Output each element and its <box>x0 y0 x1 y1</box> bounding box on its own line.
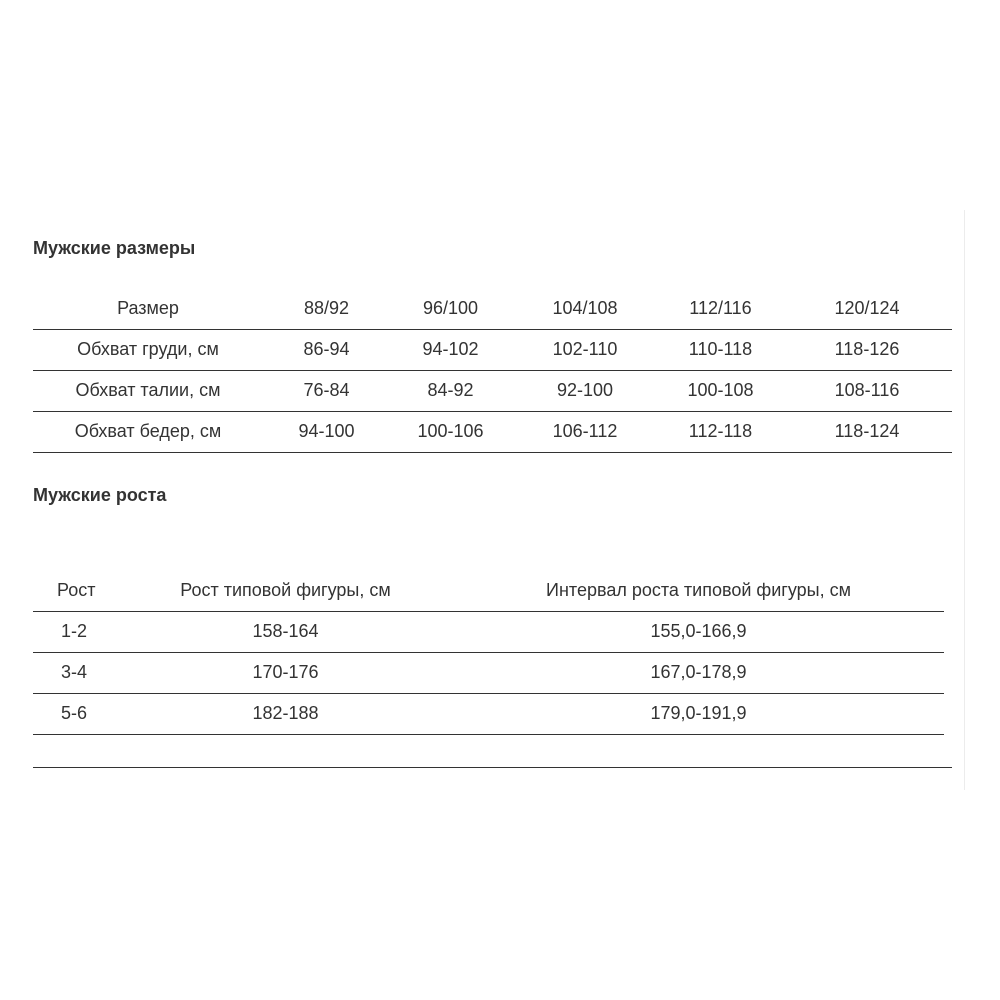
sizes-header-row <box>33 288 952 329</box>
table-cell: 179,0-191,9 <box>453 693 944 734</box>
sizes-header-cell: 104/108 <box>511 288 659 329</box>
heights-header-cell: Интервал роста типовой фигуры, см <box>453 570 944 611</box>
sizes-header-cell: 120/124 <box>782 288 952 329</box>
table-cell: 3-4 <box>33 652 118 693</box>
table-cell: 84-92 <box>390 370 511 411</box>
table-cell: 182-188 <box>118 693 453 734</box>
sizes-section-title: Мужские размеры <box>33 238 196 258</box>
table-cell: 155,0-166,9 <box>453 611 944 652</box>
right-edge-divider <box>964 210 965 790</box>
table-row <box>33 370 952 411</box>
table-row <box>33 611 944 652</box>
heights-section-title: Мужские роста <box>33 485 167 505</box>
table-cell: 108-116 <box>782 370 952 411</box>
table-row <box>33 693 944 734</box>
table-cell: 118-126 <box>782 329 952 370</box>
table-cell: 92-100 <box>511 370 659 411</box>
table-cell: 118-124 <box>782 411 952 452</box>
table-cell: 76-84 <box>263 370 390 411</box>
sizes-header-cell: 96/100 <box>390 288 511 329</box>
table-cell: 112-118 <box>659 411 782 452</box>
bottom-divider <box>33 767 952 768</box>
table-cell: 94-100 <box>263 411 390 452</box>
table-cell: 106-112 <box>511 411 659 452</box>
table-cell: 158-164 <box>118 611 453 652</box>
table-row <box>33 329 952 370</box>
row-label: Обхват бедер, см <box>33 411 263 452</box>
table-cell: 167,0-178,9 <box>453 652 944 693</box>
sizes-header-cell: Размер <box>33 288 263 329</box>
table-row <box>33 411 952 452</box>
table-cell: 86-94 <box>263 329 390 370</box>
row-label: Обхват груди, см <box>33 329 263 370</box>
heights-table <box>33 570 944 735</box>
table-cell: 170-176 <box>118 652 453 693</box>
table-cell: 102-110 <box>511 329 659 370</box>
table-cell: 100-108 <box>659 370 782 411</box>
row-label: Обхват талии, см <box>33 370 263 411</box>
table-cell: 1-2 <box>33 611 118 652</box>
table-cell: 5-6 <box>33 693 118 734</box>
table-cell: 110-118 <box>659 329 782 370</box>
table-cell: 94-102 <box>390 329 511 370</box>
table-cell: 100-106 <box>390 411 511 452</box>
sizes-header-cell: 112/116 <box>659 288 782 329</box>
heights-header-cell: Рост <box>33 570 118 611</box>
table-row <box>33 652 944 693</box>
sizes-table <box>33 288 952 453</box>
sizes-header-cell: 88/92 <box>263 288 390 329</box>
heights-header-row <box>33 570 944 611</box>
heights-header-cell: Рост типовой фигуры, см <box>118 570 453 611</box>
